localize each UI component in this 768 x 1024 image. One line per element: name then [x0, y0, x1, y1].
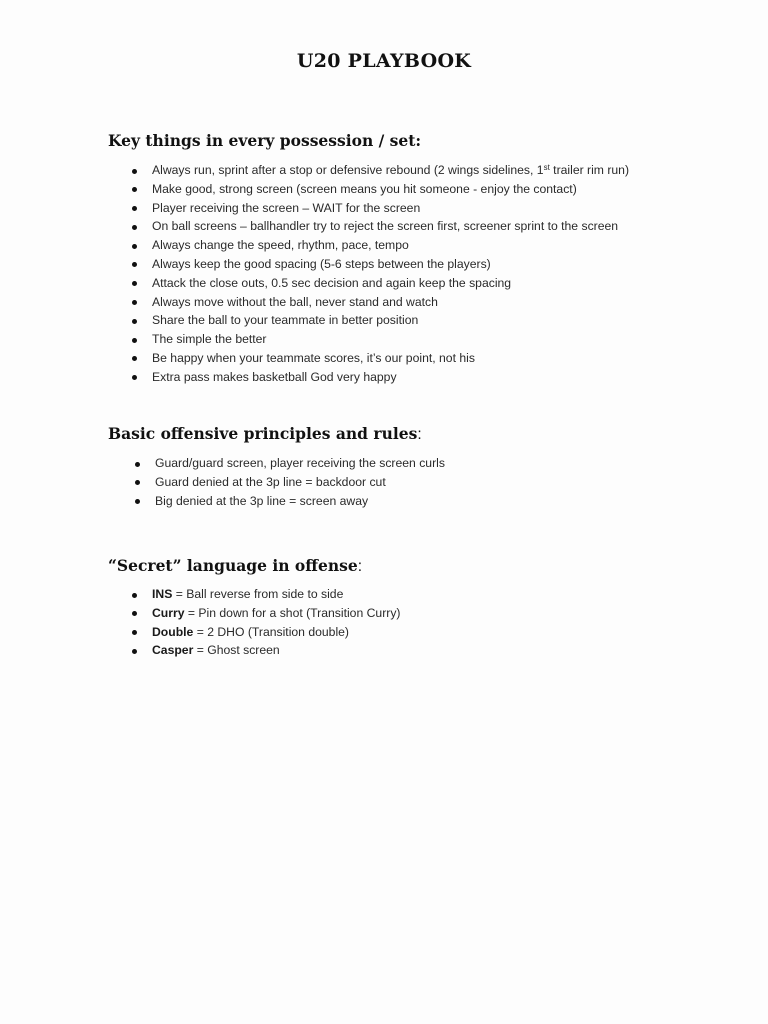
bullet-icon — [132, 356, 137, 361]
bullet-icon — [132, 649, 137, 654]
bullet-icon — [135, 462, 140, 467]
list-item-text: The simple the better — [152, 332, 267, 347]
bullet-icon — [132, 187, 137, 192]
list-item — [152, 311, 629, 330]
list-item-text: On ball screens – ballhandler try to reject the screen first, screener sprint to the screen — [152, 219, 619, 234]
term-definition: = 2 DHO (Transition double) — [193, 624, 349, 639]
list-item — [152, 368, 629, 387]
bullet-icon — [132, 281, 137, 286]
list-item — [152, 585, 400, 604]
bullet-icon — [132, 319, 137, 324]
section-heading-basic-principles — [108, 424, 422, 444]
bullet-icon — [132, 375, 137, 380]
bullet-icon — [132, 300, 137, 305]
section-heading-key-things: Key things in every possession / set: — [108, 131, 422, 150]
list-item-text: Make good, strong screen (screen means you hit someone - enjoy the contact) — [152, 181, 577, 196]
list-item — [152, 180, 629, 199]
list-item-text: Attack the close outs, 0.5 sec decision and again keep the spacing — [152, 275, 512, 290]
list-item — [152, 293, 629, 312]
list-item-text: Always change the speed, rhythm, pace, tempo — [152, 238, 409, 253]
term: Double — [152, 624, 194, 639]
list-item — [152, 161, 629, 180]
bullet-icon — [132, 262, 137, 267]
term-definition: = Pin down for a shot (Transition Curry) — [184, 605, 401, 620]
list-item — [155, 492, 445, 511]
secret-language-list — [152, 585, 400, 660]
term: Casper — [152, 643, 194, 658]
term-definition: = Ghost screen — [193, 643, 280, 658]
heading-text: Basic offensive principles and rules — [108, 424, 418, 443]
section-heading-secret-language — [108, 556, 362, 576]
bullet-icon — [132, 225, 137, 230]
list-item — [155, 473, 445, 492]
page-title: U20 PLAYBOOK — [296, 50, 472, 72]
basic-principles-list — [155, 454, 445, 510]
term: INS — [152, 587, 173, 601]
bullet-icon — [135, 480, 140, 485]
list-item-text: Always run, sprint after a stop or defensive rebound (2 wings sidelines, 1 — [152, 163, 544, 177]
list-item — [152, 623, 400, 642]
bullet-icon — [135, 499, 140, 504]
superscript: st — [543, 163, 550, 172]
list-item-text: Be happy when your teammate scores, it’s our point, not his — [152, 350, 475, 365]
list-item — [152, 236, 629, 255]
list-item-text: Extra pass makes basketball God very happy — [152, 369, 397, 384]
list-item-text: Guard denied at the 3p line = backdoor cut — [155, 474, 386, 489]
list-item — [152, 217, 629, 236]
list-item — [152, 274, 629, 293]
list-item — [152, 330, 629, 349]
heading-colon: : — [417, 426, 422, 443]
list-item-text: Always keep the good spacing (5-6 steps between the players) — [152, 256, 491, 271]
list-item-text: Guard/guard screen, player receiving the screen curls — [155, 456, 445, 470]
list-item-text-continued: trailer rim run) — [549, 163, 630, 177]
list-item — [152, 199, 629, 218]
bullet-icon — [132, 169, 137, 174]
list-item — [152, 604, 400, 623]
bullet-icon — [132, 611, 137, 616]
list-item-text: Share the ball to your teammate in better position — [152, 313, 419, 328]
list-item-text: Big denied at the 3p line = screen away — [155, 493, 369, 508]
bullet-icon — [132, 593, 137, 598]
key-things-list — [152, 161, 629, 387]
list-item-text: Player receiving the screen – WAIT for the screen — [152, 200, 421, 215]
term: Curry — [152, 605, 185, 620]
term-definition: = Ball reverse from side to side — [172, 587, 344, 601]
list-item — [152, 641, 400, 660]
bullet-icon — [132, 338, 137, 343]
bullet-icon — [132, 206, 137, 211]
bullet-icon — [132, 244, 137, 249]
list-item-text: Always move without the ball, never stand and watch — [152, 294, 438, 309]
list-item — [155, 454, 445, 473]
list-item — [152, 349, 629, 368]
bullet-icon — [132, 630, 137, 635]
heading-colon: : — [357, 558, 363, 575]
list-item — [152, 255, 629, 274]
heading-text: “Secret” language in offense — [108, 556, 358, 575]
